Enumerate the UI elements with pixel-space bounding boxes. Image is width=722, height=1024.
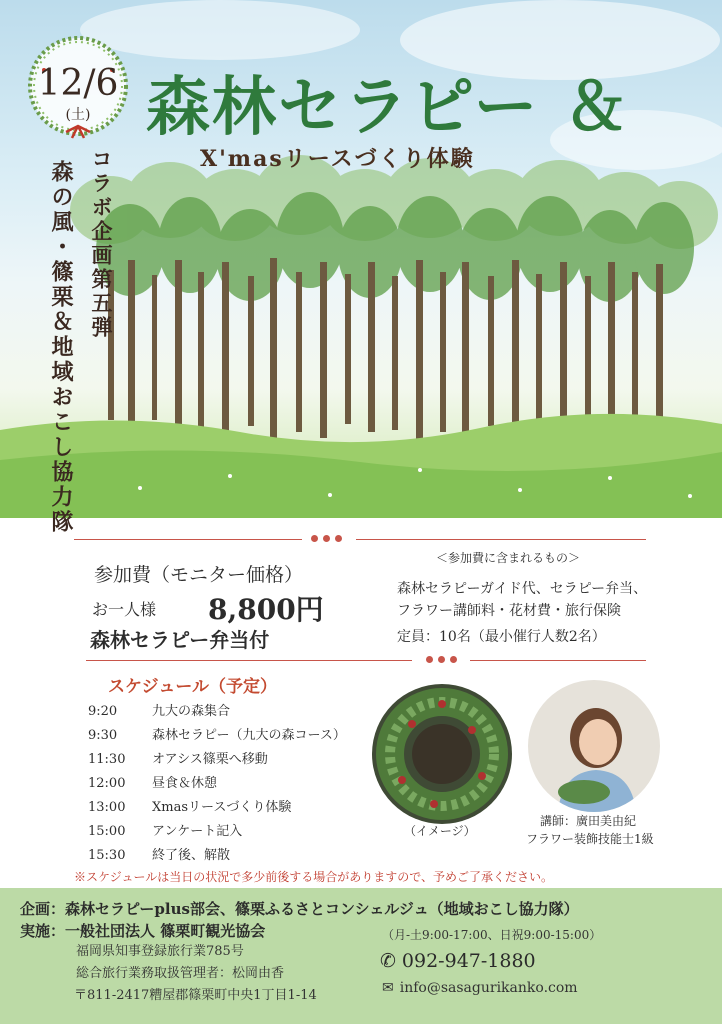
schedule-time: 13:00 [88, 800, 126, 815]
mail-icon: ✉ [382, 980, 394, 996]
organizer: 企画：森林セラピーplus部会、篠栗ふるさとコンシェルジュ（地域おこし協力隊） [20, 900, 579, 918]
schedule-time: 12:00 [88, 776, 126, 791]
included-title: ＜参加費に含まれるもの＞ [436, 551, 581, 565]
schedule-item: Xmasリースづくり体験 [152, 800, 292, 815]
schedule-item: オアシス篠栗へ移動 [152, 752, 268, 767]
schedule-time: 9:20 [88, 704, 118, 719]
business-hours: （月-土9:00-17:00、日祝9:00-15:00） [382, 928, 602, 942]
divider-dots-2 [426, 656, 457, 663]
phone-number[interactable] [380, 950, 536, 972]
schedule-title: スケジュール（予定） [108, 677, 277, 697]
wreath-caption: （イメージ） [404, 824, 476, 838]
email-link[interactable] [382, 980, 578, 996]
phone-text: 092-947-1880 [401, 950, 536, 972]
travel-manager: 総合旅行業務取扱管理者：松岡由香 [76, 966, 285, 981]
schedule-item: アンケート記入 [152, 824, 243, 839]
schedule-time: 11:30 [88, 752, 126, 767]
divider-right [356, 539, 646, 540]
divider-dots [311, 535, 342, 542]
included-line: 森林セラピーガイド代、セラピー弁当、 [397, 581, 648, 597]
included-line: フラワー講師料・花材費・旅行保険 [397, 603, 621, 619]
travel-license: 福岡県知事登録旅行業785号 [76, 944, 244, 959]
wreath-image [372, 684, 512, 824]
schedule-row [88, 724, 378, 748]
schedule-row [88, 748, 378, 772]
collab-partners: 森の風・篠栗＆地域おこし協力隊 [48, 160, 74, 535]
included-list [397, 578, 647, 622]
schedule-time: 15:30 [88, 848, 126, 863]
fee-label: 参加費（モニター価格） [94, 564, 304, 586]
address: 〒811-2417糟屋郡篠栗町中央1丁目1-14 [74, 988, 317, 1003]
divider-left-2 [86, 660, 412, 661]
instructor-photo [528, 680, 660, 812]
schedule-time: 15:00 [88, 824, 126, 839]
fee-bento: 森林セラピー弁当付 [90, 628, 270, 652]
schedule-row [88, 700, 378, 724]
email-text: info@sasagurikanko.com [399, 980, 578, 996]
collab-series: コラボ企画第五弾 [89, 148, 114, 340]
schedule-row [88, 820, 378, 844]
executor: 実施：一般社団法人 篠栗町観光協会 [20, 922, 266, 940]
capacity: 定員：10名（最小催行人数2名） [397, 629, 606, 645]
schedule-item: 九大の森集合 [152, 704, 231, 719]
fee-per-person: お一人様 [92, 600, 157, 619]
fee-price: 8,800円 [208, 593, 324, 626]
schedule-item: 昼食＆休憩 [152, 776, 218, 791]
instructor-title: フラワー装飾技能士1級 [526, 832, 654, 846]
divider-left [74, 539, 302, 540]
schedule-row [88, 844, 378, 868]
phone-icon: ✆ [380, 950, 396, 972]
event-weekday: (土) [65, 107, 91, 123]
schedule-row [88, 772, 378, 796]
page-subtitle: X'masリースづくり体験 [200, 146, 475, 172]
schedule-item: 終了後、解散 [152, 848, 231, 863]
schedule-note: ※スケジュールは当日の状況で多少前後する場合がありますので、予めご了承ください。 [74, 870, 554, 884]
divider-right-2 [470, 660, 646, 661]
schedule-item: 森林セラピー（九大の森コース） [152, 728, 346, 743]
schedule-row [88, 796, 378, 820]
schedule-list [88, 700, 378, 868]
schedule-time: 9:30 [88, 728, 118, 743]
instructor-name: 講師：廣田美由紀 [540, 814, 637, 828]
event-date: 12/6 [37, 63, 119, 104]
page-title: 森林セラピー ＆ [146, 70, 630, 145]
